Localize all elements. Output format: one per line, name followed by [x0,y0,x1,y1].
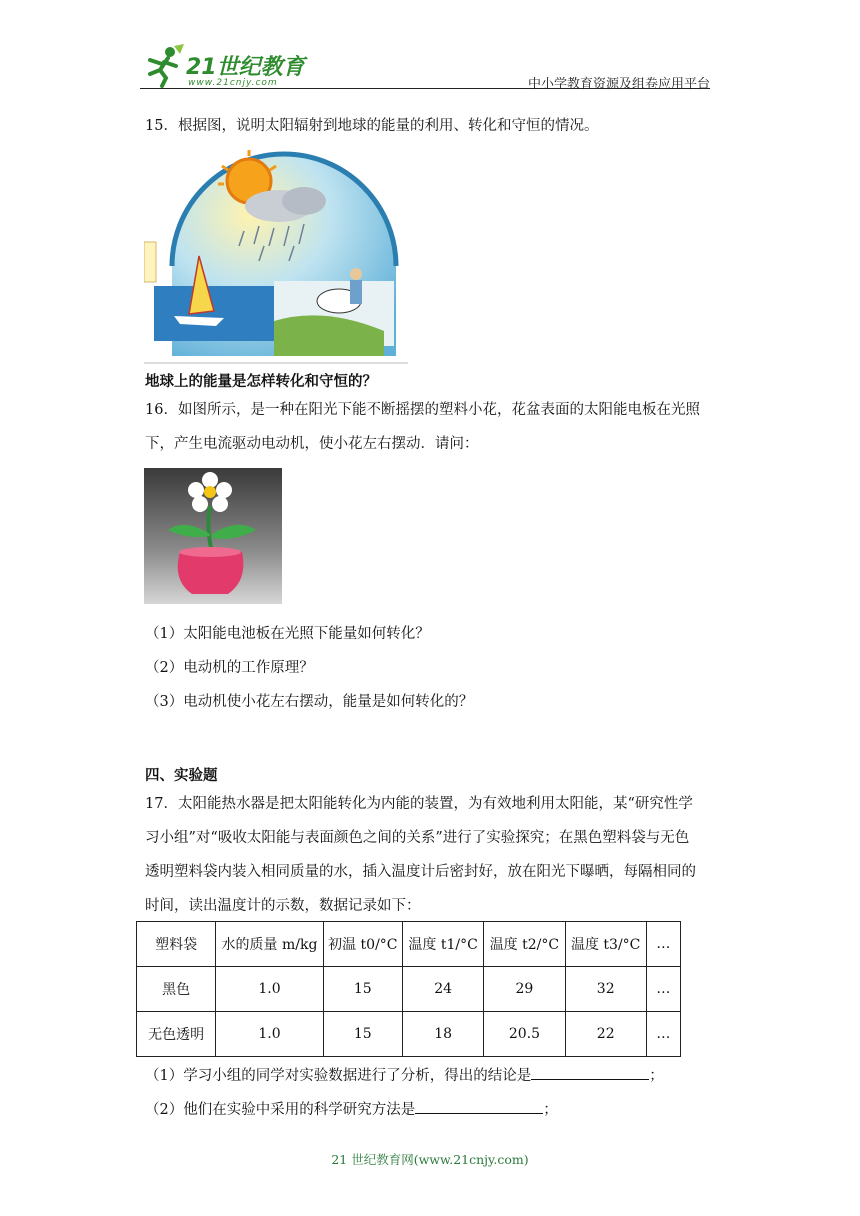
q17-sub1-end: ； [649,1068,664,1084]
section-title: 四、实验题 [145,767,218,784]
q17-sub1 [145,1062,664,1090]
q17-sub2 [145,1096,558,1124]
q16-line2: 下，产生电流驱动电动机，使小花左右摆动．请问： [145,436,479,452]
flower-pot-image [144,468,282,604]
q16-line1: 16．如图所示，是一种在阳光下能不断摇摆的塑料小花，花盆表面的太阳能电板在光照 [145,402,700,418]
q16-sub3: （3）电动机使小花左右摆动，能量是如何转化的？ [145,694,474,710]
table-cell: 32 [565,967,646,1012]
table-cell: 15 [323,1012,402,1057]
table-cell: 20.5 [484,1012,565,1057]
table-cell: 1.0 [216,1012,323,1057]
header-logo [140,44,310,92]
q17-line2: 习小组”对“吸收太阳能与表面颜色之间的关系”进行了实验探究；在黑色塑料袋与无色 [145,830,690,846]
q17-sub1-text: （1）学习小组的同学对实验数据进行了分析，得出的结论是 [145,1068,532,1084]
q17-line1: 17．太阳能热水器是把太阳能转化为内能的装置，为有效地利用太阳能，某“研究性学 [145,796,693,812]
table-cell: … [646,967,680,1012]
q16-sub2: （2）电动机的工作原理？ [145,660,314,676]
platform-label: 中小学教育资源及组卷应用平台 [527,77,710,92]
data-table [136,921,681,1057]
table-row [137,1012,681,1057]
header-divider [140,88,710,89]
q15-text: 15．根据图，说明太阳辐射到地球的能量的利用、转化和守恒的情况。 [145,118,599,134]
table-cell: … [646,1012,680,1057]
table-header-cell: 塑料袋 [137,922,216,967]
table-cell: 24 [402,967,483,1012]
table-header-cell: 温度 t2/°C [484,922,565,967]
table-header-cell: 初温 t0/°C [323,922,402,967]
answer-blank-1[interactable] [531,1065,649,1080]
table-cell: 黑色 [137,967,216,1012]
q15-caption: 地球上的能量是怎样转化和守恒的？ [145,373,377,390]
logo-text: 21世纪教育 [186,55,305,80]
table-cell: 29 [484,967,565,1012]
q16-sub1: （1）太阳能电池板在光照下能量如何转化？ [145,626,430,642]
footer-text: 21 世纪教育网(www.21cnjy.com) [331,1152,529,1167]
runner-logo-icon [140,44,186,88]
energy-cycle-image [144,146,408,366]
table-cell: 22 [565,1012,646,1057]
table-row [137,967,681,1012]
table-cell: 1.0 [216,967,323,1012]
q17-sub2-end: ； [543,1102,558,1118]
table-header-row [137,922,681,967]
table-header-cell: 温度 t1/°C [402,922,483,967]
table-cell: 15 [323,967,402,1012]
table-header-cell: 水的质量 m/kg [216,922,323,967]
q17-line3: 透明塑料袋内装入相同质量的水，插入温度计后密封好，放在阳光下曝晒，每隔相同的 [145,864,696,880]
table-cell: 18 [402,1012,483,1057]
logo-url: www.21cnjy.com [188,78,278,88]
q17-line4: 时间，读出温度计的示数，数据记录如下： [145,898,421,914]
q17-sub2-text: （2）他们在实验中采用的科学研究方法是 [145,1102,416,1118]
table-header-cell: … [646,922,680,967]
table-header-cell: 温度 t3/°C [565,922,646,967]
answer-blank-2[interactable] [415,1099,543,1114]
table-cell: 无色透明 [137,1012,216,1057]
